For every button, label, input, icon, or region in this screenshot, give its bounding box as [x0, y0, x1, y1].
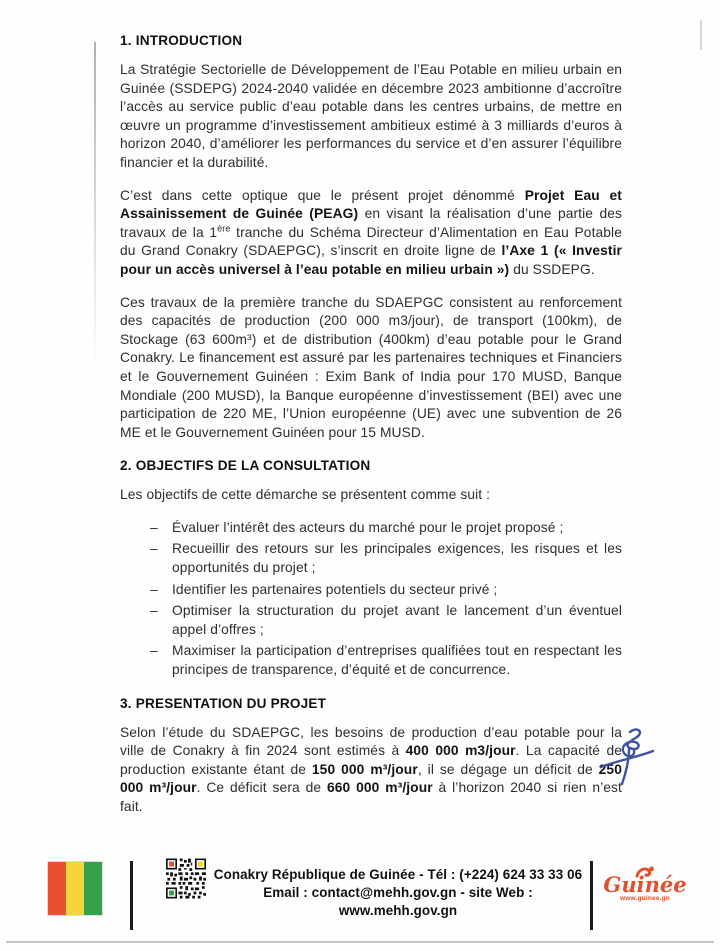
list-item-text: Évaluer l’intérêt des acteurs du marché pour le projet proposé ; [172, 519, 564, 535]
list-item [150, 581, 622, 600]
list-item [150, 642, 622, 679]
guinee-logo [598, 865, 692, 902]
flag-stripe-green [84, 862, 102, 915]
objectifs-list [120, 519, 622, 680]
list-item-text: Recueillir des retours sur les principales exigences, les risques et les opportunités du projet ; [172, 541, 622, 576]
intro-paragraph-1: La Stratégie Sectorielle de Développement de l’Eau Potable en milieu urbain en Guinée (SSDEPG) 2024-2040 validée en décembre 2023 ambitionne d’accroître l’accès au service public d’eau potable dans les centres urbains, de mettre en œuvre un programme d’investissement ambitieux estimé à 3 milliards d’euros à horizon 2040, d’améliorer les performances du service et d’en assurer l’équilibre financier et la durabilité. [120, 62, 622, 170]
presentation-paragraph: Selon l’étude du SDAEPGC, les besoins de production d’eau potable pour la ville de Conakry à fin 2024 sont estimés à 400 000 m3/jour. La capacité de production existante étant de 150 000 m³/jour, il se dégage un déficit de 250 000 m³/jour. Ce déficit sera de 660 000 m³/jour à l’horizon 2040 si rien n’est fait. [120, 724, 622, 814]
bullet-dash: – [150, 541, 158, 557]
signature-stroke [623, 729, 640, 756]
bullet-dash: – [150, 581, 158, 597]
list-item [150, 602, 622, 639]
intro-paragraph-3: Ces travaux de la première tranche du SDAEPGC consistent au renforcement des capacités de production (200 000 m3/jour), de transport (100km), de Stockage (63 600m³) et de distribution (400km) d’eau potable pour le Grand Conakry. Le financement est assuré par les partenaires techniques et Financiers et le Gouvernement Guinéen : Exim Bank of India pour 170 MUSD, Banque Mondiale (200 MUSD), la Banque européenne d’investissement (BEI) avec une participation de 220 ME, l’Union européenne (UE) avec une subvention de 26 ME et le Gouvernement Guinéen pour 15 MUSD. [120, 294, 622, 440]
bullet-dash: – [150, 643, 158, 659]
intro-paragraph-2: C’est dans cette optique que le présent projet dénommé Projet Eau et Assainissement de Guinée (PEAG) en visant la réalisation d’une partie des travaux de la 1ère tranche du Schéma Directeur d’Alimentation en Eau Potable du Grand Conakry (SDAEPGC), s’inscrit en droite ligne de l’Axe 1 (« Investir pour un accès universel à l’eau potable en milieu urbain ») du SSDEPG. [120, 187, 622, 277]
list-item-text: Optimiser la structuration du projet avant le lancement d’un éventuel appel d’offres ; [172, 603, 622, 637]
footer-divider-left [130, 861, 133, 930]
logo-text: Guinée [603, 872, 687, 897]
bullet-dash: – [150, 603, 158, 619]
signature-initials [596, 726, 658, 790]
list-item [150, 519, 622, 538]
scan-artifact-line-left [94, 42, 96, 372]
footer-contact [212, 866, 584, 920]
footer-divider-right [590, 861, 593, 930]
list-item-text: Identifier les partenaires potentiels du secteur privé ; [172, 581, 498, 597]
section-heading-presentation: 3. PRESENTATION DU PROJET [120, 695, 327, 711]
scan-artifact-line-right [700, 20, 702, 50]
logo-subtext: www.guinee.gn [619, 895, 671, 902]
qr-finder-yellow [198, 862, 203, 867]
flag-stripe-yellow [66, 862, 84, 915]
guinea-flag [48, 862, 102, 915]
section-heading-introduction: 1. INTRODUCTION [120, 33, 243, 48]
list-item-text: Maximiser la participation d’entreprises qualifiées tout en respectant les principes de transparence, d’équité et de concurrence. [172, 643, 622, 678]
qr-finder-red [169, 862, 174, 867]
footer-contact-line1: Conakry République de Guinée - Tél : (+224) 624 33 33 06 [213, 867, 583, 882]
footer-contact-line2: Email : contact@mehh.gov.gn - site Web : www.mehh.gov.gn [263, 885, 533, 918]
qr-finder-green [169, 891, 174, 896]
flag-stripe-red [48, 862, 66, 915]
qr-code [166, 858, 206, 899]
objectifs-lead: Les objectifs de cette démarche se présentent comme suit : [120, 487, 491, 503]
scan-artifact-line-bottom [6, 941, 714, 943]
bullet-dash: – [150, 519, 158, 535]
list-item [150, 540, 622, 577]
section-heading-objectifs: 2. OBJECTIFS DE LA CONSULTATION [120, 458, 371, 474]
document-content [120, 24, 622, 831]
